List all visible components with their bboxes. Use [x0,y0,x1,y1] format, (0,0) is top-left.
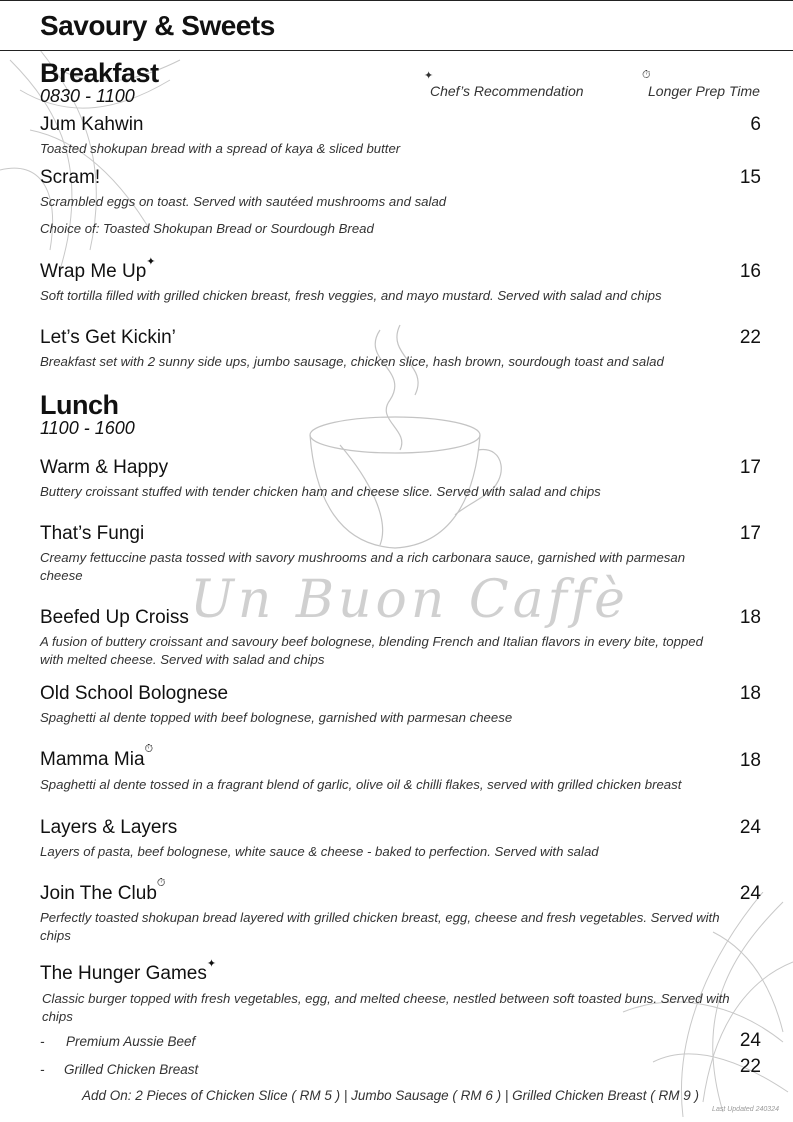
timer-icon: ⏱ [144,743,154,755]
top-border [0,0,793,1]
menu-item-name: Scram! [40,167,101,188]
breakfast-hours: 0830 - 1100 [40,86,135,106]
lunch-hours: 1100 - 1600 [40,418,135,438]
legend-prep-label: Longer Prep Time [648,83,760,99]
menu-item-name: Jum Kahwin [40,114,144,135]
sparkle-icon: ✦ [424,70,434,82]
legend-chef-recommendation [424,70,584,99]
menu-item-name-text: Join The Club [40,883,157,904]
menu-item-description: Buttery croissant stuffed with tender chicken ham and cheese slice. Served with salad and chips [40,484,601,499]
menu-item-price: 22 [739,327,761,348]
menu-item-price: 18 [739,607,761,628]
option-label: Grilled Chicken Breast [64,1062,199,1077]
menu-item-name [40,256,156,283]
option-price: 22 [739,1056,761,1077]
menu-item-description: Toasted shokupan bread with a spread of kaya & sliced butter [40,141,401,156]
breakfast-title: Breakfast [40,58,159,88]
menu-item-price: 15 [739,167,761,188]
menu-item-name: Old School Bolognese [40,683,229,704]
legend-chef-label: Chef’s Recommendation [430,83,584,99]
menu-item-name: Let’s Get Kickin’ [40,327,176,348]
menu-item-price: 24 [739,883,761,904]
menu-item-description: Breakfast set with 2 sunny side ups, jumbo sausage, chicken slice, hash brown, sourdough toast and salad [40,354,664,369]
option-label: Premium Aussie Beef [66,1034,196,1049]
menu-item-price: 17 [739,523,761,544]
menu-item-price: 24 [739,817,761,838]
menu-item-name [40,958,217,985]
last-updated: Last Updated 240324 [712,1106,779,1113]
menu-item-price: 17 [739,457,761,478]
legend-longer-prep [642,69,760,99]
lunch-title: Lunch [40,390,119,420]
option-price: 24 [739,1030,761,1051]
menu-item-name [40,877,166,905]
page-title: Savoury & Sweets [40,10,275,41]
menu-item-price: 18 [739,683,761,704]
menu-item-price: 6 [750,114,761,135]
timer-icon: ⏱ [642,69,651,81]
cafe-watermark: Un Buon Caffè [190,570,629,630]
menu-item-choice: Choice of: Toasted Shokupan Bread or Sourdough Bread [40,221,374,236]
menu-item-name-text: The Hunger Games [40,963,207,984]
menu-item-description: Scrambled eggs on toast. Served with sautéed mushrooms and salad [40,194,447,209]
option-dash: - [40,1062,45,1077]
menu-item-name-text: Wrap Me Up [40,261,147,282]
menu-item-description: Classic burger topped with fresh vegetables, egg, and melted cheese, nestled between soft toasted buns. Served with chips [42,991,730,1024]
menu-item-name: Beefed Up Croiss [40,607,189,628]
menu-item-description: Soft tortilla filled with grilled chicken breast, fresh veggies, and mayo mustard. Served with salad and chips [40,288,662,303]
menu-item-name: Warm & Happy [40,457,169,478]
header-divider [0,50,793,51]
menu-item-price: 18 [739,750,761,771]
menu-item-name-text: Mamma Mia [40,749,145,770]
add-on-note: Add On: 2 Pieces of Chicken Slice ( RM 5 ) | Jumbo Sausage ( RM 6 ) | Grilled Chicken Breast ( RM 9 ) [82,1088,699,1103]
option-dash: - [40,1034,45,1049]
menu-item-price: 16 [739,261,761,282]
menu-item-name: That’s Fungi [40,523,145,544]
menu-item-description: A fusion of buttery croissant and savoury beef bolognese, blending French and Italian flavors in every bite, topped with melted cheese. Served with salad and chips [40,634,703,667]
timer-icon: ⏱ [156,877,166,889]
menu-item-description: Creamy fettuccine pasta tossed with savory mushrooms and a rich carbonara sauce, garnished with parmesan cheese [40,550,686,583]
menu-item-name [40,743,154,771]
menu-item-name: Layers & Layers [40,817,178,838]
menu-item-description: Layers of pasta, beef bolognese, white sauce & cheese - baked to perfection. Served with salad [40,844,599,859]
menu-item-description: Spaghetti al dente tossed in a fragrant blend of garlic, olive oil & chilli flakes, served with grilled chicken breast [40,777,682,792]
sparkle-icon: ✦ [146,256,156,268]
menu-item-description: Perfectly toasted shokupan bread layered with grilled chicken breast, egg, cheese and fresh vegetables. Served with chips [40,910,720,943]
sparkle-icon: ✦ [206,958,217,970]
menu-item-description: Spaghetti al dente topped with beef bolognese, garnished with parmesan cheese [40,710,513,725]
